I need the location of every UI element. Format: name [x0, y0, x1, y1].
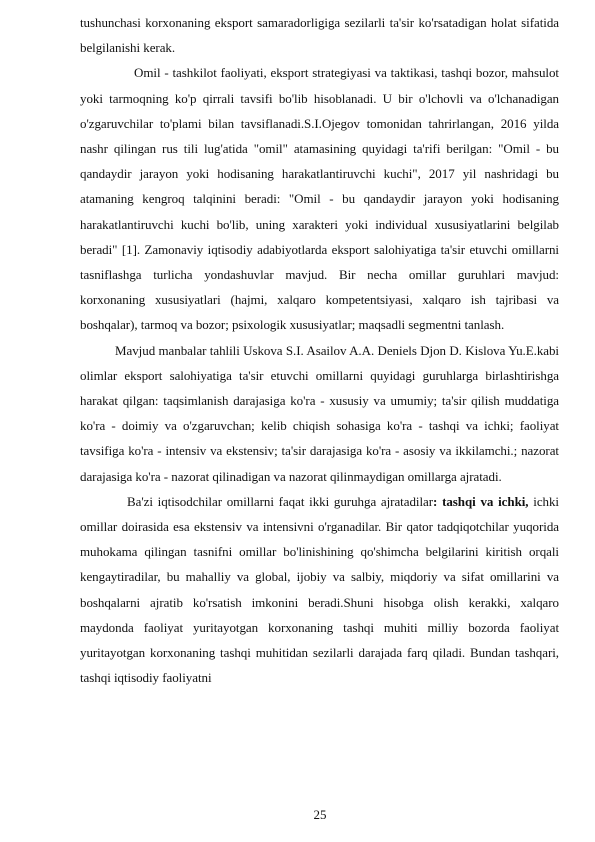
body-text [80, 10, 559, 690]
paragraph-factor-groups [80, 489, 559, 691]
paragraph-factor-groups-start: Ba'zi iqtisodchilar omillarni faqat ikki guruhga ajratadilar [127, 493, 434, 509]
paragraph-continuation: tushunchasi korxonaning eksport samaradorligiga sezilarli ta'sir ko'rsatadigan holat sifatida belgilanishi kerak. [80, 15, 559, 56]
bold-phrase-external-internal: : tashqi va ichki, [433, 493, 529, 509]
paragraph-factor-groups-rest: ichki omillar doirasida esa ekstensiv va intensivni o'rganadilar. Bir qator tadqiqotchilar yuqorida muhokama qilingan tasnifni omillar bo'linishining qo'shimcha belgilarini kiritish orqali kengaytiradilar, bu mahalliy va global, ijobiy va salbiy, miqdoriy va sifat omillarini va boshqalarni ajratib ko'rsatish imkonini beradi.Shuni hisobga olish kerakki, xalqaro maydonda faoliyat yuritayotgan korxonaning tashqi muhiti milliy bozorda faoliyat yuritayotgan korxonaning tashqi muhitidan sezilarli darajada farq qiladi. Bundan tashqari, tashqi iqtisodiy faoliyatni [80, 493, 559, 686]
page-number: 25 [313, 807, 327, 822]
paragraph-source-analysis: Mavjud manbalar tahlili Uskova S.I. Asailov A.A. Deniels Djon D. Kislova Yu.E.kabi olimlar eksport salohiyatiga ta'sir etuvchi omillarni quyidagi guruhlarga birlashtirishga harakat qilgan: taqsimlanish darajasiga ko'ra - xususiy va umumiy; ta'sir qilish muddatiga ko'ra - doimiy va o'zgaruvchan; kelib chiqish sohasiga ko'ra - tashqi va ichki; faoliyat tavsifiga ko'ra - intensiv va ekstensiv; ta'sir darajasiga ko'ra - asosiy va ikkilamchi.; nazorat darajasiga ko'ra - nazorat qilinadigan va nazorat qilinmaydigan omillarga ajratadi. [80, 342, 559, 484]
paragraph-factor-definition: Omil - tashkilot faoliyati, eksport strategiyasi va taktikasi, tashqi bozor, mahsulot yoki tarmoqning ko'p qirrali tavsifi bo'lib hisoblanadi. U bir o'lchovli va o'lchanadigan o'zgaruvchilar to'plami bilan tavsiflanadi.S.I.Ojegov tomonidan tahrirlangan, 2016 yilda nashr qilingan rus tili lug'atida "omil" atamasining quyidagi ta'rifi berilgan: "Omil - bu qandaydir jarayon yoki hodisaning harakatlantiruvchi kuchi", 2017 yil nashridagi bu atamaning kengroq talqinini beradi: "Omil - bu qandaydir jarayon yoki hodisaning harakatlantiruvchi kuchi bo'lib, uning xarakteri yoki individual xususiyatlarini belgilab beradi" [1]. Zamonaviy iqtisodiy adabiyotlarda eksport salohiyatiga ta'sir etuvchi omillarni tasniflashga turlicha yondashuvlar mavjud. Bir necha omillar guruhlari mavjud: korxonaning xususiyatlari (hajmi, xalqaro kompetentsiyasi, xalqaro ish tajribasi va boshqalar), tarmoq va bozor; psixologik xususiyatlar; maqsadli segmentni tanlash. [80, 65, 559, 333]
